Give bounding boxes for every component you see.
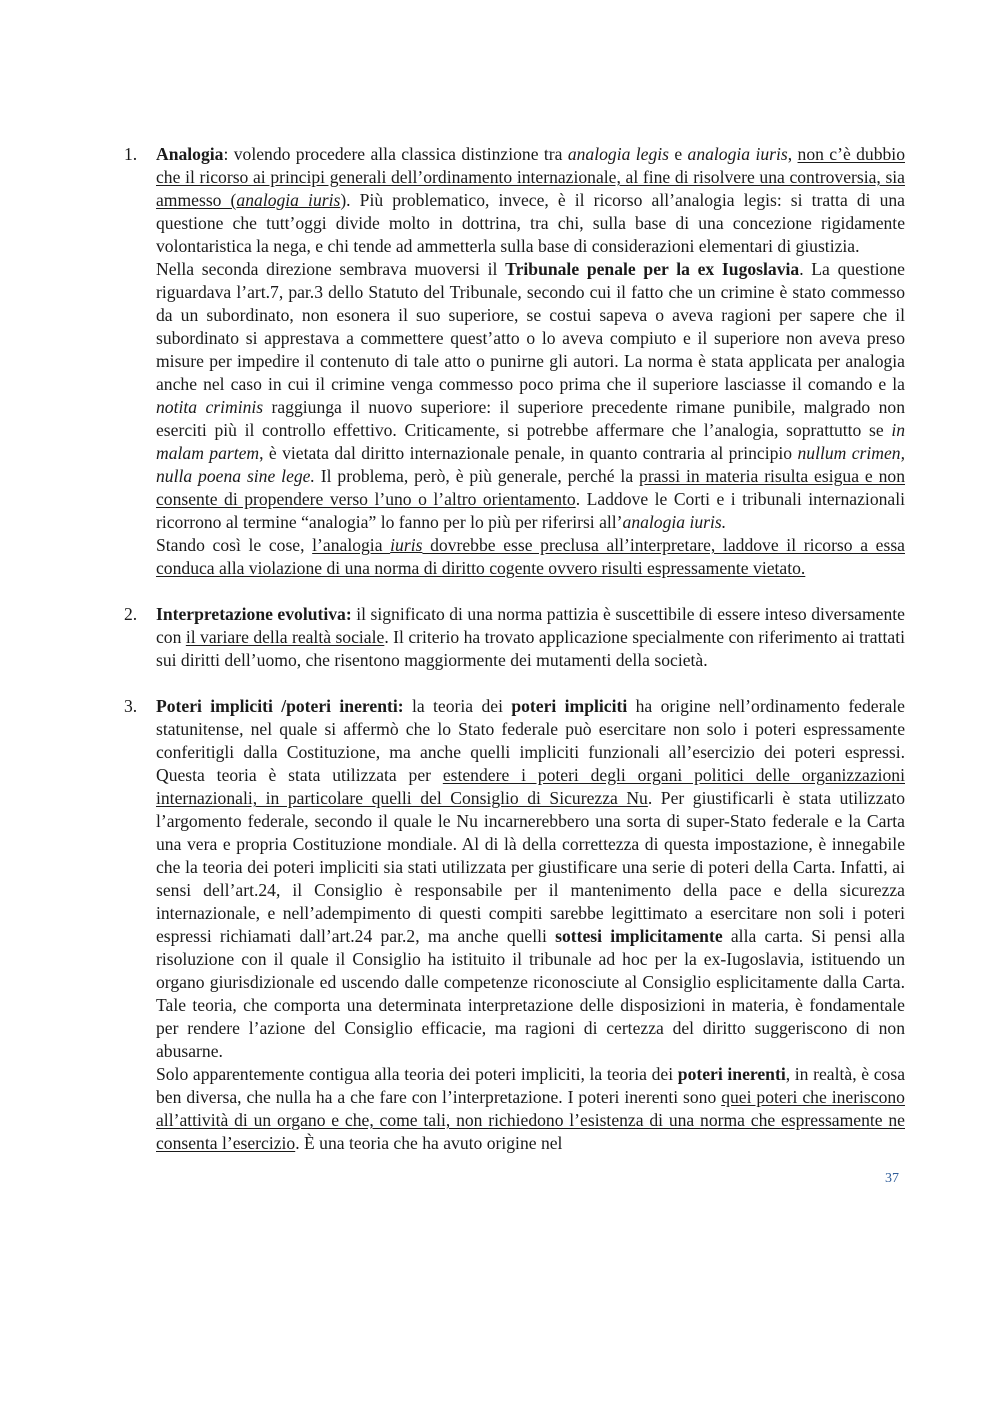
- text-run: raggiunga il nuovo superiore: il superiore precedente rimane punibile, malgrado non eserciti più il controllo effettivo. Criticamente, si potrebbe affermare che l’analogia, soprattutto se: [156, 397, 906, 440]
- text-run: notita criminis: [156, 397, 264, 417]
- text-run: Analogia: [156, 144, 224, 164]
- text-run: l’analogia: [312, 535, 391, 555]
- text-run: poteri impliciti: [511, 696, 628, 716]
- paragraph: [156, 695, 905, 1063]
- list-item-number: 1.: [124, 144, 138, 164]
- paragraph: [156, 534, 905, 580]
- page-number: 37: [885, 1171, 899, 1186]
- text-run: il significato di una norma pattizia è suscettibile di essere inteso diversamente con: [156, 604, 905, 647]
- text-run: Il problema, però, è più generale, perché la: [314, 466, 640, 486]
- list-item-number: 3.: [124, 696, 138, 716]
- text-run: non c’è dubbio che il ricorso ai principi generali dell’ordinamento internazionale, al fine di risolvere una controversia, sia ammesso (: [156, 144, 905, 210]
- text-run: Nella seconda direzione sembrava muoversi il: [156, 259, 506, 279]
- numbered-list: [122, 143, 905, 1155]
- text-run: ). Più problematico, invece, è il ricorso all’analogia legis: si tratta di una questione che tutt’oggi divide molto in dottrina, tra chi, sulla base di una concezione rigidamente volontaristica la nega, e chi tende ad ammetterla sulla base di considerazioni elementari di giustizia.: [156, 190, 905, 256]
- paragraph: [156, 1063, 905, 1155]
- text-run: dovrebbe esse preclusa all’interpretare, laddove il ricorso a essa conduca alla violazione di una norma di diritto cogente ovvero risulti espressamente vietato.: [156, 535, 905, 578]
- text-run: analogia iuris.: [622, 512, 727, 532]
- text-run: poteri inerenti: [677, 1064, 786, 1084]
- text-run: ,: [787, 144, 798, 164]
- text-run: : volendo procedere alla classica distinzione tra: [223, 144, 568, 164]
- text-run: analogia iuris: [236, 190, 341, 210]
- list-item: [122, 695, 905, 1155]
- text-run: in malam partem: [156, 420, 905, 463]
- text-run: e: [668, 144, 688, 164]
- text-run: . Laddove le Corti e i tribunali internazionali ricorrono al termine “analogia” lo fanno per lo più per riferirsi all’: [156, 489, 905, 532]
- list-item: [122, 143, 905, 580]
- text-run: nullum crimen, nulla poena sine lege.: [156, 443, 905, 486]
- paragraph: [156, 603, 905, 672]
- list-item-number: 2.: [124, 604, 138, 624]
- list-item: [122, 603, 905, 672]
- text-run: iuris: [390, 535, 423, 555]
- text-run: . Il criterio ha trovato applicazione specialmente con riferimento ai trattati sui diritti dell’uomo, che risentono maggiormente dei mutamenti della società.: [156, 627, 905, 670]
- text-run: la teoria dei: [403, 696, 512, 716]
- text-run: , è vietata dal diritto internazionale penale, in quanto contraria al principio: [259, 443, 798, 463]
- text-run: estendere i poteri degli organi politici delle organizzazioni internazionali, in particolare quelli del Consiglio di Sicurezza Nu: [156, 765, 905, 808]
- paragraph: [156, 143, 905, 258]
- text-run: Stando così le cose,: [156, 535, 313, 555]
- text-run: quei poteri che ineriscono all’attività di un organo e che, come tali, non richiedono l’esistenza di una norma che espressamente ne consenta l’esercizio: [156, 1087, 905, 1153]
- text-run: . La questione riguardava l’art.7, par.3 dello Statuto del Tribunale, secondo cui il fatto che un crimine è stato commesso da un subordinato, non esonera il suo superiore, se costui sapeva o aveva ragioni per sapere che il subordinato si apprestava a commettere quest’atto o lo aveva compiuto e il superiore non aveva preso misure per impedire il contenuto di tale atto o punirne gli autori. La norma è stata applicata per analogia anche nel caso in cui il crimine venga commesso poco prima che il superiore lasciasse il comando e la: [156, 259, 905, 394]
- text-run: . È una teoria che ha avuto origine nel: [295, 1133, 563, 1153]
- text-run: Solo apparentemente contigua alla teoria dei poteri impliciti, la teoria dei: [156, 1064, 678, 1084]
- text-run: . Per giustificarli è stata utilizzato l’argomento federale, secondo il quale le Nu incarnerebbero una sorta di super-Stato federale e la Carta una vera e propria Costituzione mondiale. Al di là della correttezza di questa impostazione, è innegabile che la teoria dei poteri impliciti sia stati utilizzata per giustificare una serie di poteri della Carta. Infatti, ai sensi dell’art.24, il Consiglio è responsabile per il mantenimento della pace e della sicurezza internazionale, e nell’adempimento di questi compiti sarebbe legittimato a esercitare non soli i poteri espressi richiamati dall’art.24 par.2, ma anche quelli: [156, 788, 905, 946]
- text-run: , in realtà, è cosa ben diversa, che nulla ha a che fare con l’interpretazione. I poteri inerenti sono: [156, 1064, 905, 1107]
- text-run: prassi in materia risulta esigua e non consente di propendere verso l’uno o l’altro orientamento: [156, 466, 905, 509]
- text-run: Interpretazione evolutiva:: [156, 604, 352, 624]
- text-run: alla carta. Si pensi alla risoluzione con il quale il Consiglio ha istituito il tribunale ad hoc per la ex-Iugoslavia, istituendo un organo giurisdizionale ed uscendo dalle competenze riconosciute al Consiglio esplicitamente dalla Carta. Tale teoria, che comporta una determinata interpretazione delle disposizioni in materia, è fondamentale per rendere l’azione del Consiglio efficacie, ma ragioni di certezza del diritto suggeriscono di non abusarne.: [156, 926, 905, 1061]
- text-run: Tribunale penale per la ex Iugoslavia: [505, 259, 800, 279]
- text-run: il variare della realtà sociale: [185, 627, 385, 647]
- text-run: Poteri impliciti /poteri inerenti:: [156, 696, 404, 716]
- text-run: ha origine nell’ordinamento federale statunitense, nel quale si affermò che lo Stato federale può esercitare non solo i poteri espressamente conferitigli dalla Costituzione, ma anche quelli impliciti funzionali all’esercizio dei poteri espressi. Questa teoria è stata utilizzata per: [156, 696, 905, 785]
- paragraph: [156, 258, 905, 534]
- text-run: sottesi implicitamente: [555, 926, 723, 946]
- text-run: analogia legis: [567, 144, 669, 164]
- text-run: analogia iuris: [687, 144, 788, 164]
